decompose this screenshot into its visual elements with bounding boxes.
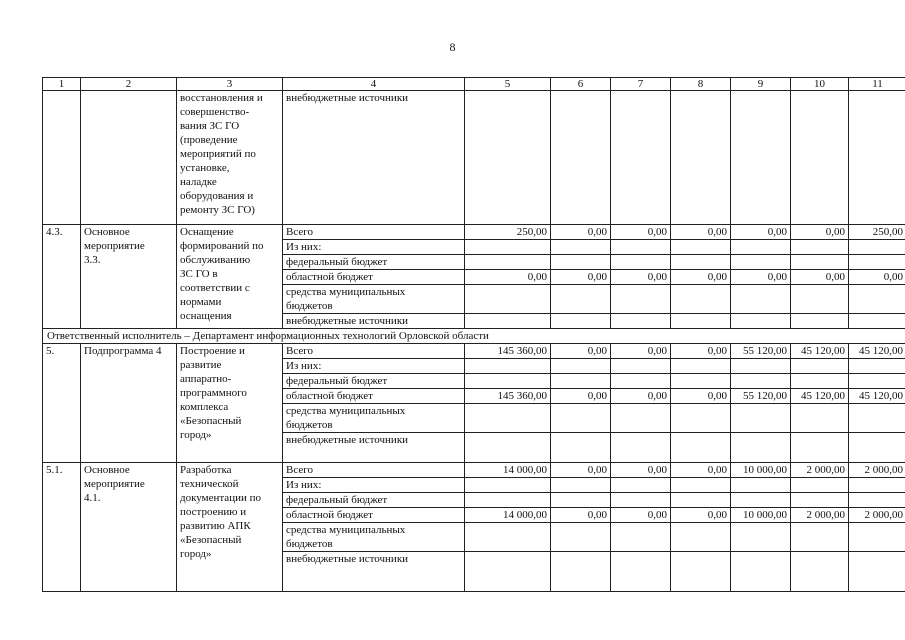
amount-cell: 0,00 xyxy=(551,225,611,240)
amount-cell: 2 000,00 xyxy=(849,463,905,478)
column-header: 9 xyxy=(731,78,791,91)
amount-cell: 250,00 xyxy=(465,225,551,240)
column-header: 11 xyxy=(849,78,905,91)
column-header: 6 xyxy=(551,78,611,91)
amount-cell: 0,00 xyxy=(671,508,731,523)
amount-cell: 55 120,00 xyxy=(731,344,791,359)
funding-source: Всего xyxy=(283,225,465,240)
amount-cell: 14 000,00 xyxy=(465,508,551,523)
funding-source: Всего xyxy=(283,344,465,359)
amount-cell: 0,00 xyxy=(551,463,611,478)
amount-cell: 0,00 xyxy=(671,270,731,285)
row-number: 4.3. xyxy=(43,225,81,329)
column-header: 10 xyxy=(791,78,849,91)
amount-cell: 0,00 xyxy=(611,225,671,240)
funding-source: средства муниципальных бюджетов xyxy=(283,285,465,314)
amount-cell: 55 120,00 xyxy=(731,389,791,404)
amount-cell: 2 000,00 xyxy=(791,463,849,478)
row-number: 5.1. xyxy=(43,463,81,592)
table-row xyxy=(43,91,905,225)
funding-source: федеральный бюджет xyxy=(283,374,465,389)
funding-source: Из них: xyxy=(283,240,465,255)
amount-cell: 0,00 xyxy=(671,463,731,478)
funding-source: Из них: xyxy=(283,359,465,374)
measure-type: Основное мероприятие 3.3. xyxy=(81,225,177,329)
responsible-executor: Ответственный исполнитель – Департамент информационных технологий Орловской области xyxy=(43,329,905,344)
amount-cell: 0,00 xyxy=(611,508,671,523)
amount-cell: 145 360,00 xyxy=(465,389,551,404)
column-header: 7 xyxy=(611,78,671,91)
row-number: 5. xyxy=(43,344,81,463)
measure-name: восстановления и совершенство- вания ЗС ГО (проведение мероприятий по установке, наладке оборудования и ремонту ЗС ГО) xyxy=(177,91,283,225)
page-number: 8 xyxy=(449,40,456,54)
measure-name: Разработка технической документации по построению и развитию АПК «Безопасный город» xyxy=(177,463,283,592)
amount-cell: 14 000,00 xyxy=(465,463,551,478)
table-row xyxy=(43,463,905,478)
column-header: 8 xyxy=(671,78,731,91)
amount-cell: 45 120,00 xyxy=(791,344,849,359)
funding-source: областной бюджет xyxy=(283,389,465,404)
measure-name: Построение и развитие аппаратно- программного комплекса «Безопасный город» xyxy=(177,344,283,463)
amount-cell: 0,00 xyxy=(731,270,791,285)
table-row xyxy=(43,225,905,240)
amount-cell: 0,00 xyxy=(611,344,671,359)
amount-cell: 45 120,00 xyxy=(849,344,905,359)
amount-cell: 2 000,00 xyxy=(849,508,905,523)
amount-cell: 0,00 xyxy=(671,389,731,404)
amount-cell: 0,00 xyxy=(465,270,551,285)
amount-cell: 0,00 xyxy=(731,225,791,240)
amount-cell: 0,00 xyxy=(671,225,731,240)
amount-cell: 250,00 xyxy=(849,225,905,240)
column-header: 2 xyxy=(81,78,177,91)
amount-cell: 0,00 xyxy=(791,225,849,240)
column-header: 3 xyxy=(177,78,283,91)
amount-cell: 10 000,00 xyxy=(731,463,791,478)
amount-cell: 145 360,00 xyxy=(465,344,551,359)
amount-cell: 2 000,00 xyxy=(791,508,849,523)
funding-source: средства муниципальных бюджетов xyxy=(283,404,465,433)
funding-source: федеральный бюджет xyxy=(283,255,465,270)
amount-cell: 0,00 xyxy=(671,344,731,359)
amount-cell: 0,00 xyxy=(611,463,671,478)
amount-cell: 10 000,00 xyxy=(731,508,791,523)
table-row xyxy=(43,329,905,344)
amount-cell: 45 120,00 xyxy=(791,389,849,404)
funding-source: Из них: xyxy=(283,478,465,493)
amount-cell: 0,00 xyxy=(551,389,611,404)
measure-name: Оснащение формирований по обслуживанию ЗС ГО в соответствии с нормами оснащения xyxy=(177,225,283,329)
funding-source: внебюджетные источники xyxy=(283,433,465,463)
funding-source: областной бюджет xyxy=(283,270,465,285)
amount-cell: 0,00 xyxy=(849,270,905,285)
amount-cell: 0,00 xyxy=(551,344,611,359)
amount-cell: 0,00 xyxy=(611,389,671,404)
funding-source: внебюджетные источники xyxy=(283,314,465,329)
column-header: 5 xyxy=(465,78,551,91)
measure-type: Основное мероприятие 4.1. xyxy=(81,463,177,592)
column-header: 4 xyxy=(283,78,465,91)
budget-table xyxy=(42,77,905,592)
table-row xyxy=(43,344,905,359)
funding-source: областной бюджет xyxy=(283,508,465,523)
measure-type: Подпрограмма 4 xyxy=(81,344,177,463)
funding-source: Всего xyxy=(283,463,465,478)
funding-source: федеральный бюджет xyxy=(283,493,465,508)
column-header: 1 xyxy=(43,78,81,91)
amount-cell: 45 120,00 xyxy=(849,389,905,404)
amount-cell: 0,00 xyxy=(791,270,849,285)
funding-source: средства муниципальных бюджетов xyxy=(283,523,465,552)
amount-cell: 0,00 xyxy=(551,270,611,285)
amount-cell: 0,00 xyxy=(551,508,611,523)
funding-source: внебюджетные источники xyxy=(283,552,465,592)
funding-source: внебюджетные источники xyxy=(283,91,465,225)
amount-cell: 0,00 xyxy=(611,270,671,285)
column-number-row xyxy=(43,78,905,91)
